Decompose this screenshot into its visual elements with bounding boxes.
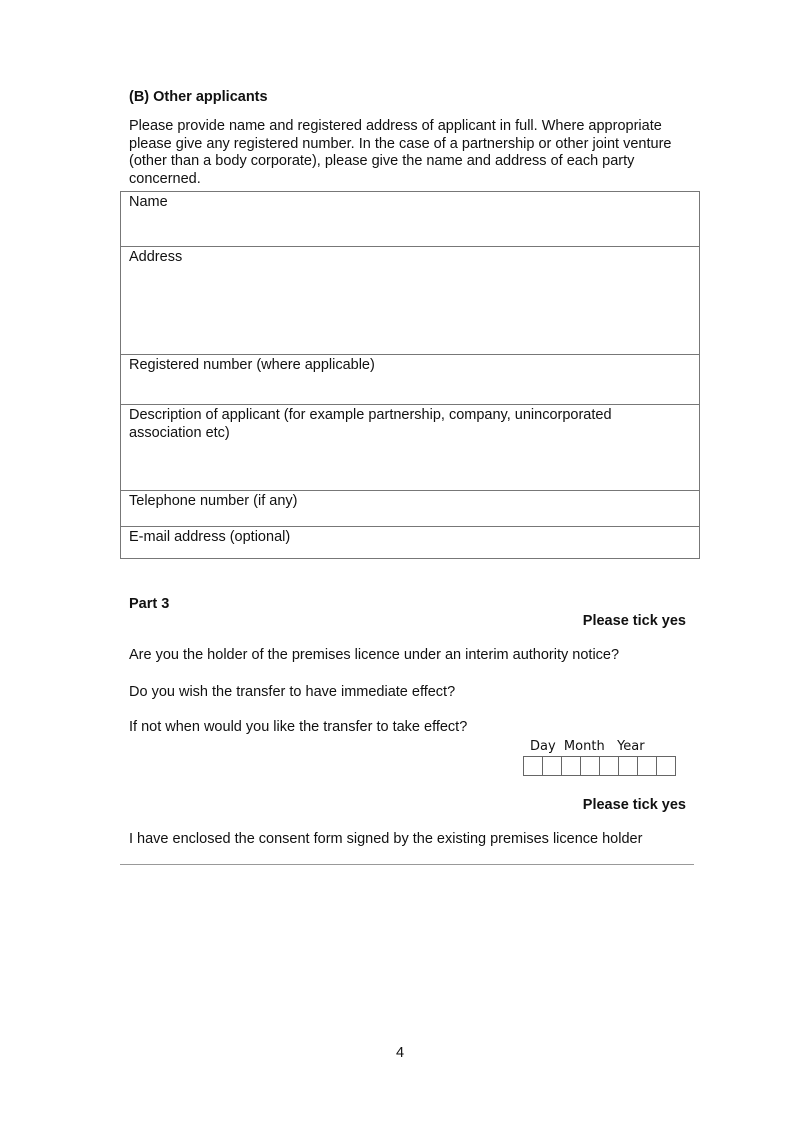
description-label: Description of applicant (for example partnership, company, unincorporated association etc) (129, 407, 612, 441)
address-field-label: Address (129, 249, 183, 265)
date-digit-box[interactable] (524, 757, 543, 775)
interim-authority-question: Are you the holder of the premises licence under an interim authority notice? (129, 647, 620, 663)
address-field[interactable] (121, 247, 699, 355)
part3-heading: Part 3 (129, 596, 170, 612)
transfer-date-input[interactable] (523, 756, 676, 776)
date-digit-box[interactable] (581, 757, 600, 775)
date-digit-box[interactable] (657, 757, 675, 775)
tick-yes-heading-consent: Please tick yes (582, 797, 686, 813)
name-field-label: Name (129, 194, 168, 210)
date-digit-box[interactable] (543, 757, 562, 775)
description-field[interactable] (121, 405, 699, 491)
registered-number-field[interactable] (121, 355, 699, 405)
telephone-field[interactable] (121, 491, 699, 527)
section-b-heading: (B) Other applicants (129, 89, 268, 105)
tick-yes-heading: Please tick yes (582, 613, 686, 629)
date-legend: Day Month Year (530, 739, 645, 754)
email-field[interactable] (121, 527, 699, 558)
date-digit-box[interactable] (619, 757, 638, 775)
registered-number-label: Registered number (where applicable) (129, 357, 375, 373)
section-b-instructions: Please provide name and registered address of applicant in full. Where appropriate please give any registered number. In the case of a partnership or other joint venture (other than a body corporate), please give the name and address of each party concerned. (129, 118, 672, 187)
transfer-date-question: If not when would you like the transfer to take effect? (129, 719, 468, 735)
email-label: E-mail address (optional) (129, 529, 291, 545)
applicant-details-table (120, 191, 700, 559)
date-digit-box[interactable] (562, 757, 581, 775)
date-digit-box[interactable] (638, 757, 657, 775)
page-number: 4 (395, 1045, 405, 1061)
telephone-label: Telephone number (if any) (129, 493, 298, 509)
consent-statement: I have enclosed the consent form signed by the existing premises licence holder (129, 831, 643, 847)
name-field[interactable] (121, 192, 699, 247)
section-divider (120, 864, 694, 865)
immediate-effect-question: Do you wish the transfer to have immediate effect? (129, 684, 456, 700)
date-digit-box[interactable] (600, 757, 619, 775)
